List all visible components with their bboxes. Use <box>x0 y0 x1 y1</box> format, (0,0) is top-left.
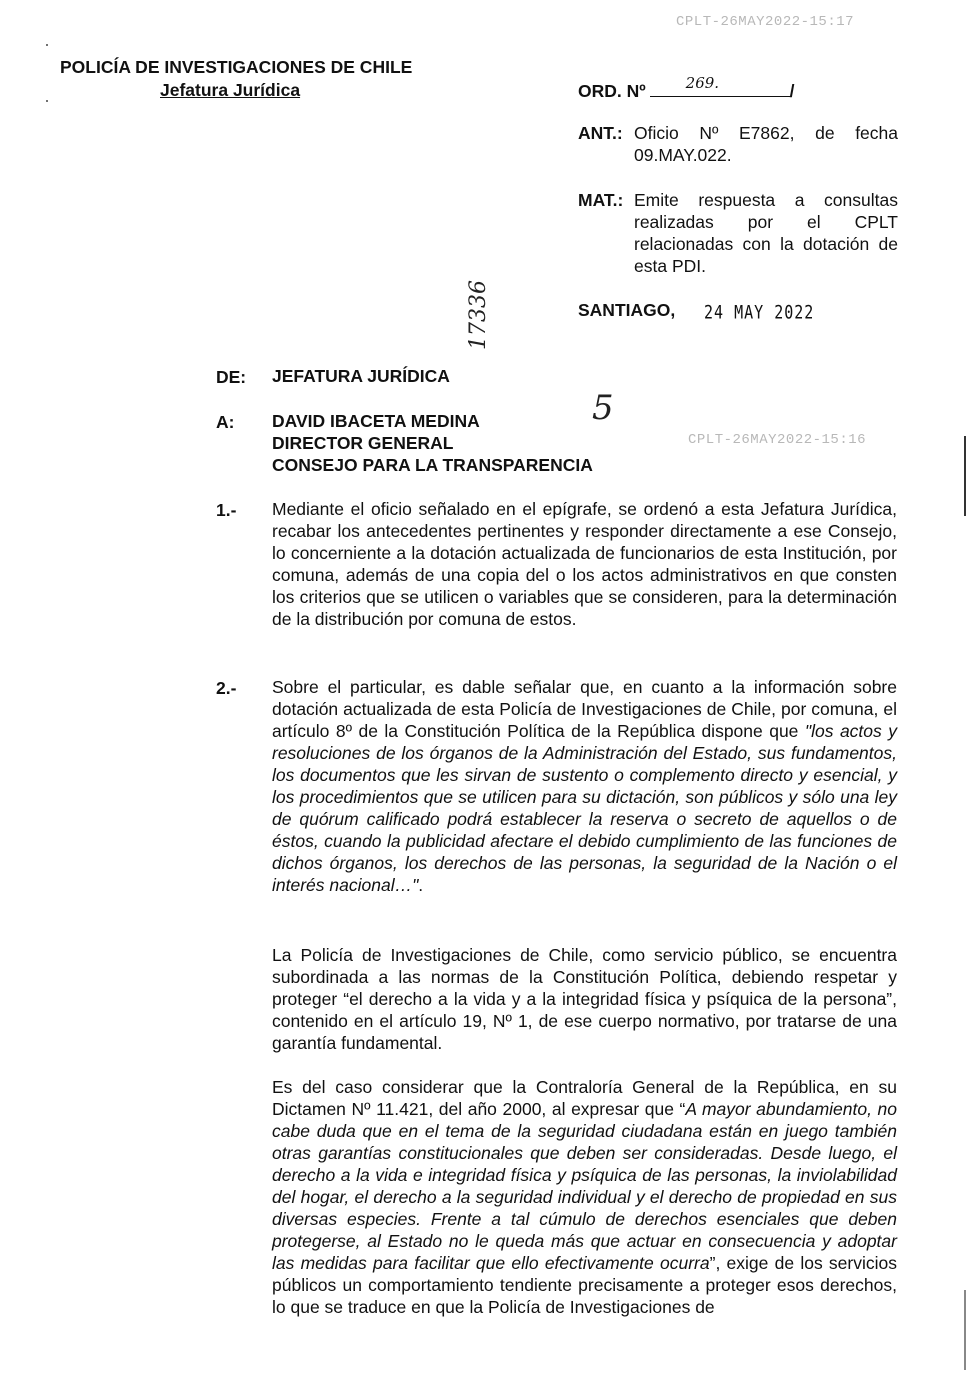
a-label: A: <box>216 412 235 432</box>
ant-text: Oficio Nº E7862, de fecha 09.MAY.022. <box>634 123 898 165</box>
scan-speck <box>46 44 48 46</box>
recipient-block <box>272 410 593 476</box>
mat-block <box>578 189 898 277</box>
de-value: JEFATURA JURÍDICA <box>272 366 450 386</box>
ant-block <box>578 122 898 166</box>
ord-underline <box>650 74 790 97</box>
recipient-title: DIRECTOR GENERAL <box>272 433 454 453</box>
paragraph-2 <box>272 676 897 896</box>
paragraph-number-2: 2.- <box>216 678 237 698</box>
paragraph-2-text: Sobre el particular, es dable señalar que, en cuanto a la información sobre dotación actualizada de esta Policía de Investigaciones de Chile, por comuna, el artículo 8º de la Constitución Política de la República dispone que <box>272 677 897 741</box>
reception-stamp-middle: CPLT-26MAY2022-15:16 <box>688 432 867 448</box>
ord-slash: / <box>789 81 795 101</box>
dictamen-quote: A mayor abundamiento, no cabe duda que en el tema de la seguridad ciudadana están en juego también otras garantías constitucionales que deben ser consideradas. Desde luego, el derecho a la vida e integridad física y psíquica de las personas, la inviolabilidad del hogar, el derecho a la seguridad individual y el derecho de propiedad en sus diversas especies. Frente a tal cúmulo de derechos esenciales que deben protegerse, al Estado no le queda más que actuar en consecuencia y adoptar las medidas para facilitar que ello efectivamente ocurra <box>272 1099 897 1273</box>
scan-edge-line <box>964 436 966 516</box>
mat-text: Emite respuesta a consultas realizadas por el CPLT relacionadas con la dotación de esta PDI. <box>634 190 898 276</box>
date-stamp: 24 MAY 2022 <box>704 300 815 324</box>
paragraph-4 <box>272 1076 897 1318</box>
paragraph-3: La Policía de Investigaciones de Chile, como servicio público, se encuentra subordinada a las normas de la Constitución Política, debiendo respetar y proteger “el derecho a la vida y a la integridad física y psíquica de la persona”, contenido en el artículo 19, Nº 1, de ese cuerpo normativo, por tratarse de una garantía fundamental. <box>272 945 897 1053</box>
ord-label: ORD. Nº <box>578 81 646 101</box>
scan-edge-line <box>964 1290 966 1370</box>
ord-number-line <box>578 74 795 102</box>
handwritten-vertical-note: 17336 <box>466 280 491 350</box>
scan-speck <box>46 100 48 102</box>
paragraph-2-end: . <box>418 875 424 895</box>
ord-handwritten-number: 269. <box>685 74 720 92</box>
paragraph-4-text: Es del caso considerar que la Contraloría General de la República, en su Dictamen Nº 11.421, del año 2000, al expresar que “ <box>272 1077 897 1119</box>
organization-unit: Jefatura Jurídica <box>160 80 301 100</box>
constitution-quote: "los actos y resoluciones de los órganos de la Administración del Estado, sus fundamentos, los documentos que les sirvan de sustento o complemento directo y esencial, y los procedimientos que se utilicen para su dictación, son públicos y sólo una ley de quórum calificado podrá establecer la reserva o secreto de aquellos o de éstos, cuando la publicidad afectare el debido cumplimiento de las funciones de dichos órganos, los derechos de las personas, la seguridad de la Nación o el interés nacional…" <box>272 721 897 895</box>
recipient-name: DAVID IBACETA MEDINA <box>272 411 480 431</box>
mat-label: MAT.: <box>578 190 624 210</box>
de-label: DE: <box>216 367 247 387</box>
paragraph-1: Mediante el oficio señalado en el epígrafe, se ordenó a esta Jefatura Jurídica, recabar los antecedentes pertinentes y responder directamente a ese Consejo, lo concerniente a la dotación actualizada de funcionarios de esta Institución, por comuna, además de una copia del o los actos administrativos en que consten los criterios que se utilicen o variables que se consideren, para la determinación de la distribución por comuna de estos. <box>272 499 897 629</box>
organization-name: POLICÍA DE INVESTIGACIONES DE CHILE <box>60 57 413 77</box>
handwritten-mark: 5 <box>592 388 614 428</box>
recipient-organization: CONSEJO PARA LA TRANSPARENCIA <box>272 455 593 475</box>
ant-label: ANT.: <box>578 123 623 143</box>
santiago-label: SANTIAGO, <box>578 300 676 320</box>
paragraph-number-1: 1.- <box>216 500 237 520</box>
reception-stamp-top: CPLT-26MAY2022-15:17 <box>676 14 855 30</box>
paragraph-4-end: ”, exige de los servicios públicos un comportamiento tendiente precisamente a proteger esos derechos, lo que se traduce en que la Policía de Investigaciones de <box>272 1253 897 1317</box>
